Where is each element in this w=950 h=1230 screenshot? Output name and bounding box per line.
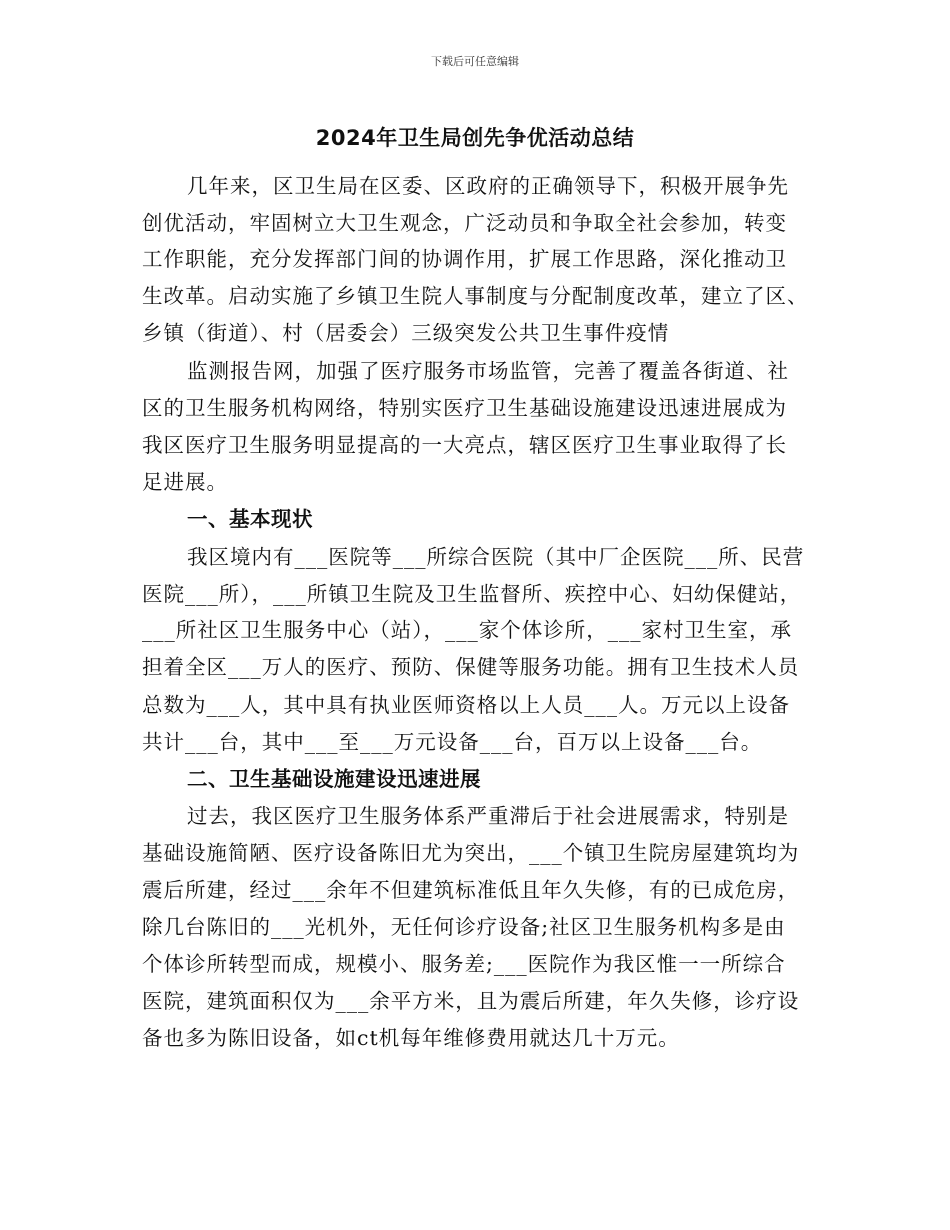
paragraph-line: 震后所建，经过___余年不但建筑标准低且年久失修，有的已成危房， [142,878,800,902]
paragraph-line: 我区医疗卫生服务明显提高的一大亮点，辖区医疗卫生事业取得了长 [142,433,787,457]
paragraph-line: 工作职能，充分发挥部门间的协调作用，扩展工作思路，深化推动卫 [142,247,787,271]
document-title: 2024年卫生局创先争优活动总结 [315,126,635,150]
paragraph-line: 除几台陈旧的___光机外，无任何诊疗设备;社区卫生服务机构多是由 [142,915,786,939]
paragraph-line: 共计___台，其中___至___万元设备___台，百万以上设备___台。 [142,730,763,754]
paragraph-line: 创优活动，牢固树立大卫生观念，广泛动员和争取全社会参加，转变 [142,211,787,235]
paragraph-line: 医院___所），___所镇卫生院及卫生监督所、疾控中心、妇幼保健站， [142,582,802,606]
paragraph-line: 我区境内有___医院等___所综合医院（其中厂企医院___所、民营 [187,545,805,569]
paragraph-line: 区的卫生服务机构网络，特别实医疗卫生基础设施建设迅速进展成为 [142,396,787,420]
paragraph-line: 医院，建筑面积仅为___余平方米，且为震后所建，年久失修，诊疗设 [142,989,800,1013]
paragraph-line: 几年来，区卫生局在区委、区政府的正确领导下，积极开展争先 [187,174,789,198]
paragraph-line: 基础设施简陋、医疗设备陈旧尤为突出，___个镇卫生院房屋建筑均为 [142,841,800,865]
section-heading: 一、基本现状 [187,507,313,531]
paragraph-line: 乡镇（街道）、村（居委会）三级突发公共卫生事件疫情 [142,321,670,345]
section-heading: 二、卫生基础设施建设迅速进展 [187,767,481,791]
paragraph-line: 监测报告网，加强了医疗服务市场监管，完善了覆盖各街道、社 [187,359,789,383]
paragraph-line: 生改革。启动实施了乡镇卫生院人事制度与分配制度改革，建立了区、 [142,284,809,308]
header-note: 下载后可任意编辑 [431,55,519,68]
paragraph-line: 总数为___人，其中具有执业医师资格以上人员___人。万元以上设备 [142,693,790,717]
paragraph-line: 过去，我区医疗卫生服务体系严重滞后于社会进展需求，特别是 [187,804,789,828]
paragraph-line: ___所社区卫生服务中心（站），___家个体诊所，___家村卫生室，承 [142,618,792,642]
paragraph-line: 足进展。 [142,470,228,494]
paragraph-line: 个体诊所转型而成，规模小、服务差;___医院作为我区惟一一所综合 [142,952,786,976]
paragraph-line: 备也多为陈旧设备，如ct机每年维修费用就达几十万元。 [142,1026,680,1050]
paragraph-line: 担着全区___万人的医疗、预防、保健等服务功能。拥有卫生技术人员 [142,655,800,679]
